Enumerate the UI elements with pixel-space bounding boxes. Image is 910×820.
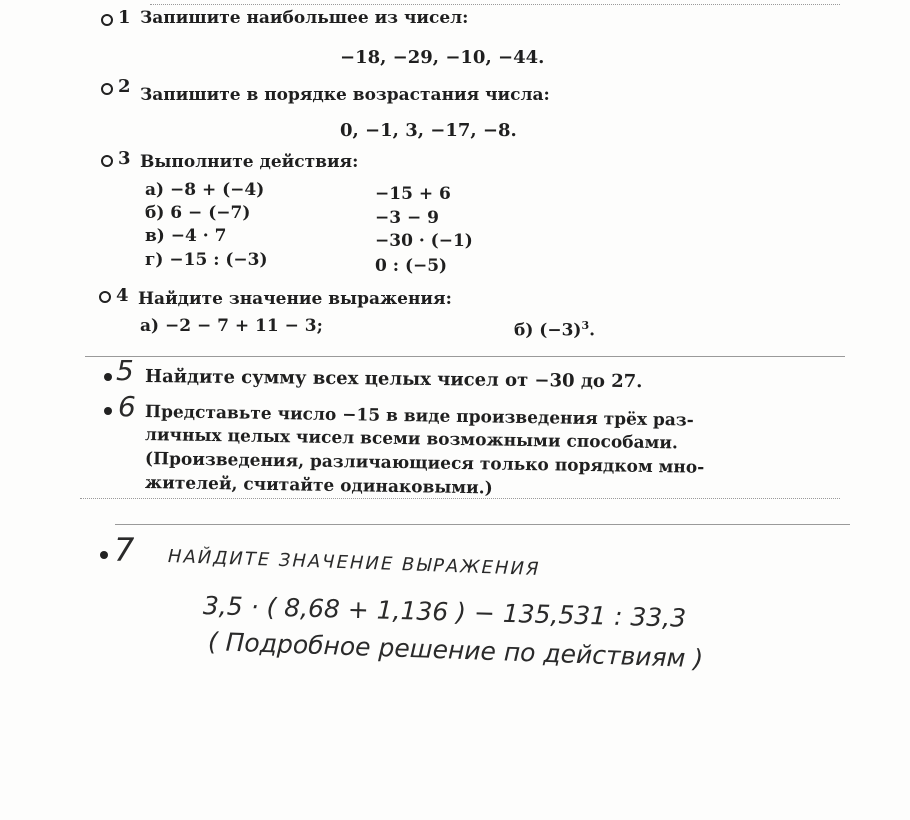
task-number: 3 — [118, 148, 131, 169]
open-bullet-icon — [99, 291, 111, 303]
task-title: Запишите наибольшее из чисел: — [140, 8, 469, 28]
exercise-right: −15 + 6 — [375, 184, 451, 204]
open-bullet-icon — [101, 83, 113, 95]
exercise-right: −3 − 9 — [375, 208, 439, 228]
task-number: 5 — [116, 354, 134, 387]
open-bullet-icon — [101, 14, 113, 26]
task-title: Запишите в порядке возрастания числа: — [140, 85, 550, 105]
task-line: Представьте число −15 в виде произведения трёх раз- — [144, 402, 694, 431]
separator-rule — [80, 498, 840, 499]
exercise-left: г) −15 : (−3) — [145, 250, 268, 270]
separator-rule — [85, 356, 845, 357]
open-bullet-icon — [101, 155, 113, 167]
task-numbers: 0, −1, 3, −17, −8. — [340, 120, 517, 141]
task-number: 7 — [114, 531, 135, 569]
task-line: личных целых чисел всеми возможными способами. — [144, 425, 679, 454]
task-numbers: −18, −29, −10, −44. — [340, 47, 545, 68]
task-line: жителей, считайте одинаковыми.) — [144, 473, 493, 499]
page-top-rule — [150, 4, 840, 5]
exercise-right: −30 · (−1) — [375, 231, 473, 251]
task-title: Выполните действия: — [140, 152, 359, 172]
task-note: ( Подробное решение по действиям ) — [207, 627, 704, 674]
exercise-left: а) −8 + (−4) — [145, 180, 265, 200]
expression-b: б) $(-3)^3$. — [514, 319, 596, 341]
task-title: Найдите значение выражения: — [138, 289, 452, 309]
filled-bullet-icon — [104, 373, 112, 381]
task-number: 6 — [118, 390, 136, 423]
task-text: Найдите сумму всех целых чисел от −30 до 27. — [144, 366, 643, 393]
task-number: 4 — [116, 285, 129, 306]
expression-a: а) −2 − 7 + 11 − 3; — [140, 316, 323, 336]
filled-bullet-icon — [104, 407, 112, 415]
task-title: НАЙДИТЕ ЗНАЧЕНИЕ ВЫРАЖЕНИЯ — [167, 546, 541, 580]
exercise-left: б) 6 − (−7) — [145, 203, 251, 223]
separator-rule — [115, 524, 850, 525]
task-number: 2 — [118, 76, 131, 97]
exercise-left: в) −4 · 7 — [145, 226, 227, 246]
task-number: 1 — [118, 7, 131, 28]
filled-bullet-icon — [100, 551, 108, 559]
exercise-right: 0 : (−5) — [375, 256, 448, 276]
task-expression: 3,5 · ( 8,68 + 1,136 ) − 135,531 : 33,3 — [202, 591, 687, 633]
task-line: (Произведения, различающиеся только порядком мно- — [144, 449, 705, 478]
